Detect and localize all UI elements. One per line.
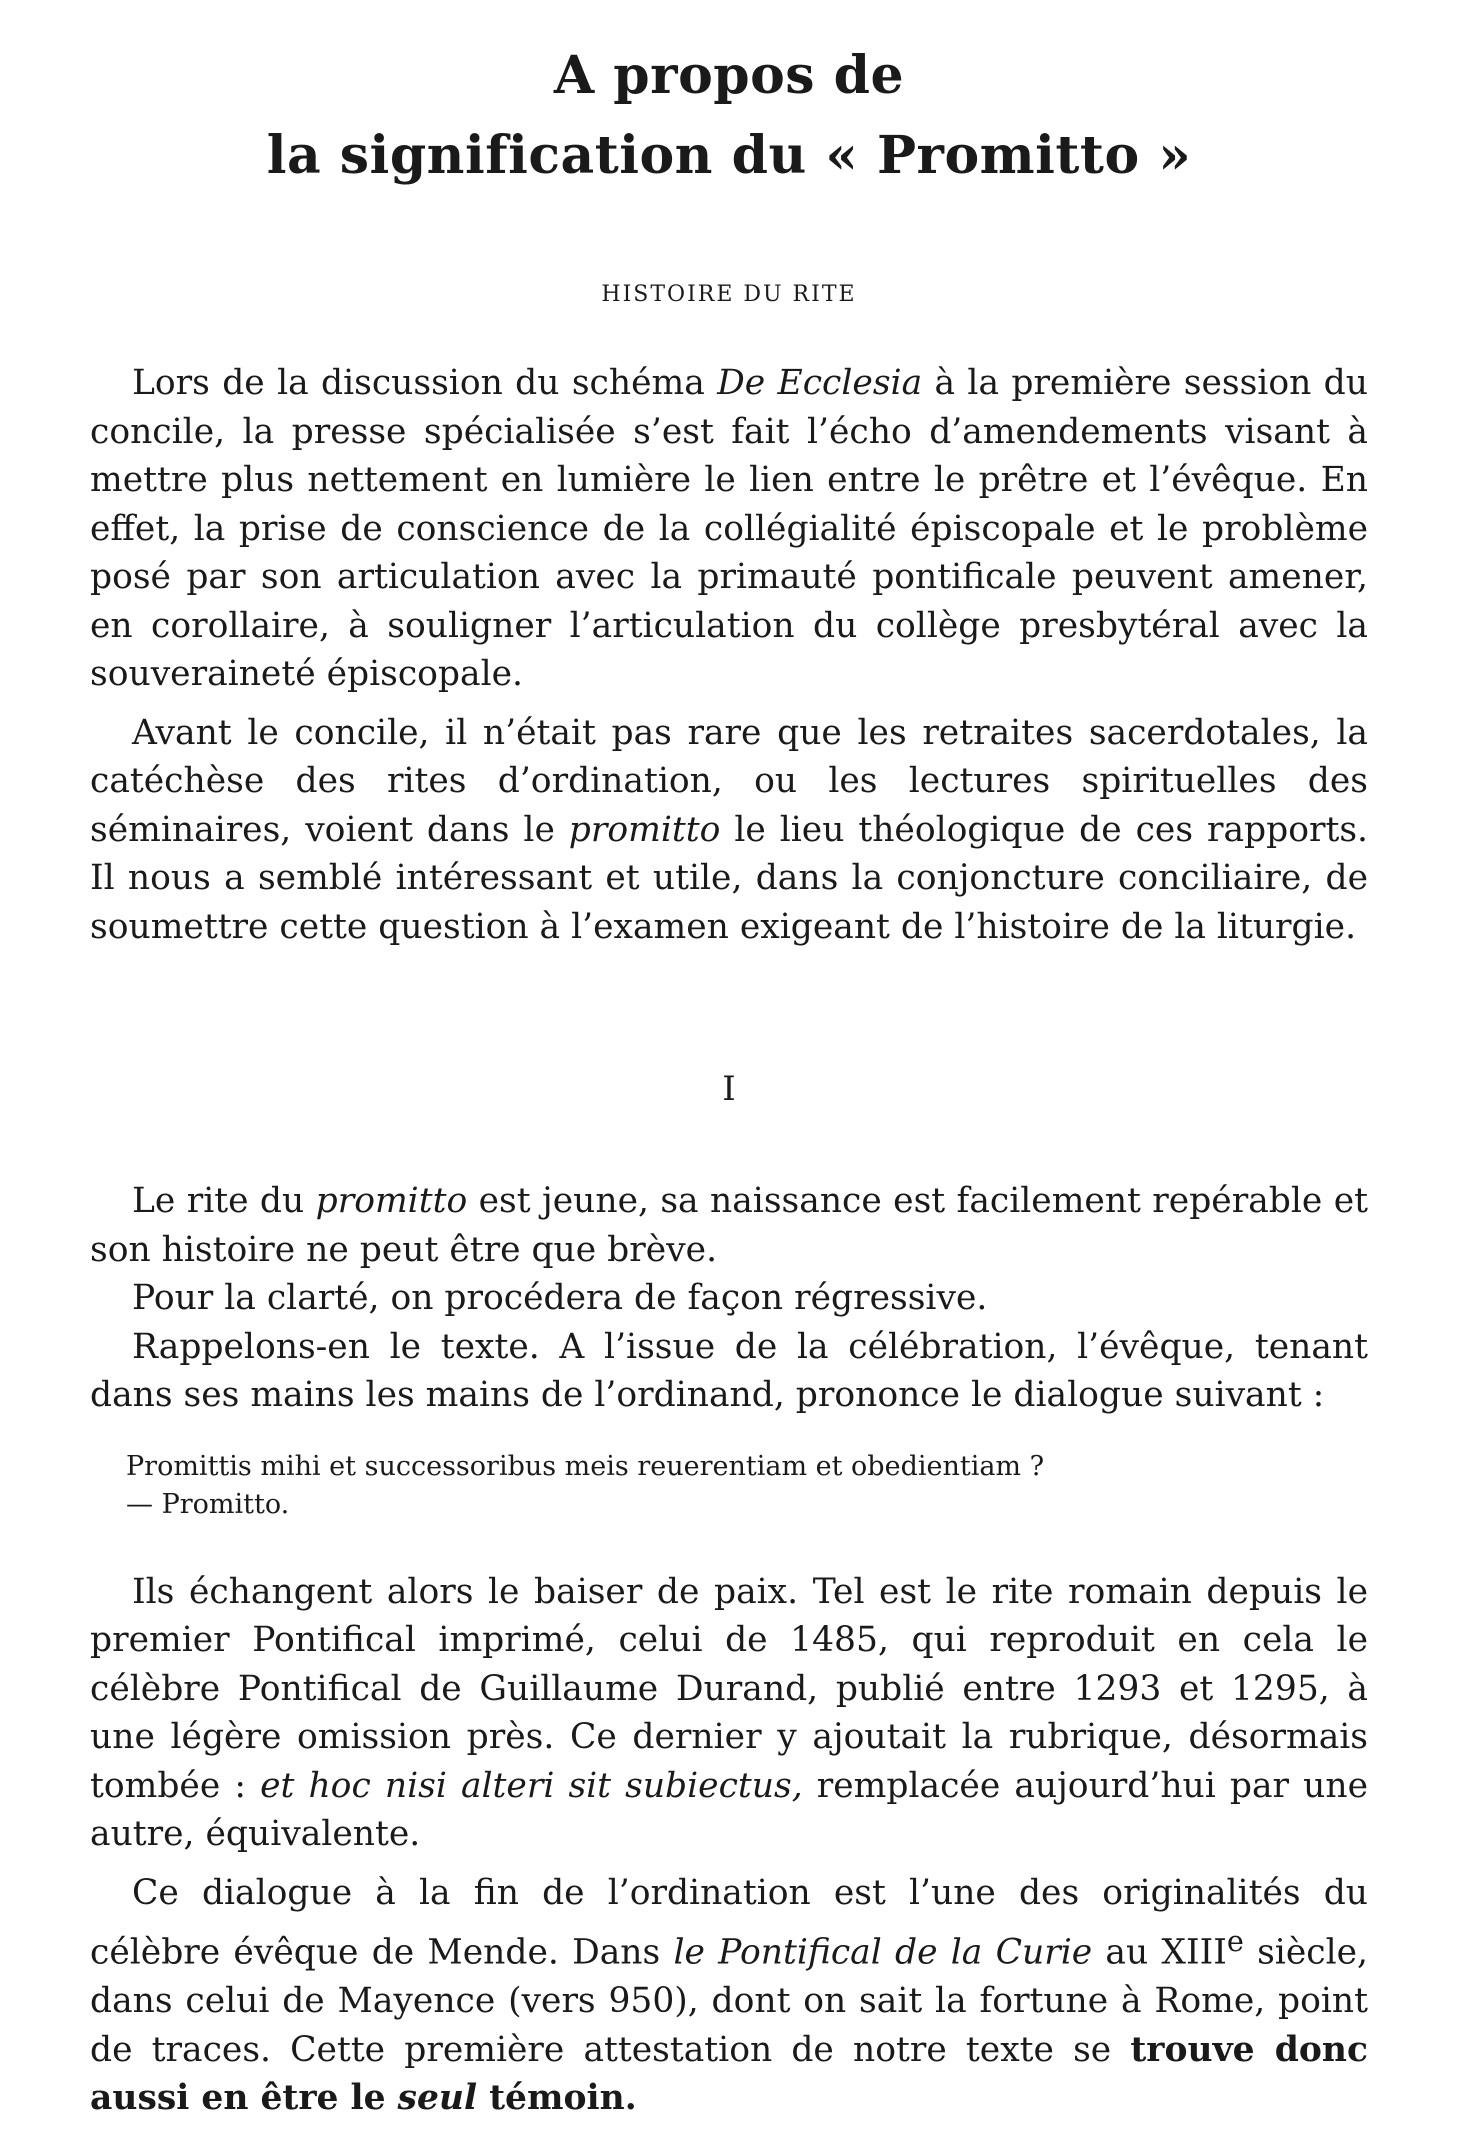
section-number: I xyxy=(722,1069,736,1109)
paragraph-7-bold-italic: seul xyxy=(397,2078,478,2118)
paragraph-1-italic: De Ecclesia xyxy=(717,363,923,403)
paragraph-3-italic: promitto xyxy=(315,1181,468,1221)
paragraph-6-text-a: Ils échangent alors le baiser de paix. Tel est le rite romain depuis le premier Pontifical imprimé, celui de 1485, qui reproduit en cela le célèbre Pontifical de Guillaume Durand, publié entre 1293 et 1295, à une légère omission près. Ce dernier y ajoutait la rubrique, désormais tombée : xyxy=(90,1571,1368,1806)
paragraph-6 xyxy=(90,1568,1368,1859)
quote-line-2: — Promitto. xyxy=(126,1488,290,1520)
section-heading: HISTOIRE DU RITE xyxy=(601,282,857,307)
paragraph-1 xyxy=(90,359,1368,699)
century-superscript: e xyxy=(1226,1924,1244,1958)
paragraph-1-text-a: Lors de la discussion du schéma xyxy=(132,363,718,403)
paragraph-7 xyxy=(90,1869,1368,2123)
paragraph-7-bold-b: témoin. xyxy=(477,2078,637,2118)
paragraph-7-text-a: Ce dialogue à la fin de l’ordination est l’une des originalités du célèbre évêque de Mende. Dans xyxy=(90,1872,1368,1973)
paragraph-6-text-b: remplacée aujourd’hui par une autre, équivalente. xyxy=(90,1765,1368,1854)
article-title xyxy=(90,36,1368,196)
paragraph-2-text-b: le lieu théologique de ces rapports. Il nous a semblé intéressant et utile, dans la conjoncture conciliaire, de soumettre cette question à l’examen exigeant de l’histoire de la liturgie. xyxy=(90,809,1368,947)
paragraph-1-text-b: à la première session du concile, la presse spécialisée s’est fait l’écho d’amendements visant à mettre plus nettement en lumière le lien entre le prêtre et l’évêque. En effet, la prise de conscience de la collégialité épiscopale et le problème posé par son articulation avec la primauté pontificale peuvent amener, en corollaire, à souligner l’articulation du collège presbytéral avec la souveraineté épiscopale. xyxy=(90,363,1368,694)
paragraph-7-italic: le Pontifical de la Curie xyxy=(673,1932,1093,1973)
title-line-2: la signification du « Promitto » xyxy=(266,125,1192,186)
paragraph-2-text-a: Avant le concile, il n’était pas rare que les retraites sacerdotales, la catéchèse des rites d’ordination, ou les lectures spirituelles des séminaires, voient dans le xyxy=(90,712,1368,850)
title-line-1: A propos de xyxy=(553,45,905,106)
paragraph-5: Rappelons-en le texte. A l’issue de la célébration, l’évêque, tenant dans ses mains les mains de l’ordinand, prononce le dialogue suivant : xyxy=(90,1326,1368,1415)
paragraph-2-italic: promitto xyxy=(568,809,721,850)
paragraph-3 xyxy=(90,1177,1368,1274)
paragraph-7-bold-a: trouve donc aussi en être le xyxy=(90,2029,1368,2118)
paragraph-7-text-c: siècle, dans celui de Mayence (vers 950), dont on sait la fortune à Rome, point de traces. Cette première attestation de notre texte se xyxy=(90,1932,1368,2070)
paragraph-6-italic: et hoc nisi alteri sit subiectus, xyxy=(260,1765,803,1806)
paragraph-2 xyxy=(90,709,1368,952)
paragraph-4: Pour la clarté, on procédera de façon régressive. xyxy=(132,1278,988,1318)
paragraph-3-text-a: Le rite du xyxy=(132,1181,316,1221)
paragraph-3-text-b: est jeune, sa naissance est facilement repérable et son histoire ne peut être que brève. xyxy=(90,1181,1368,1270)
latin-quote xyxy=(126,1448,1368,1524)
paragraph-7-text-b: au XIII xyxy=(1092,1932,1227,1973)
quote-line-1: Promittis mihi et successoribus meis reuerentiam et obedientiam ? xyxy=(126,1450,1045,1482)
